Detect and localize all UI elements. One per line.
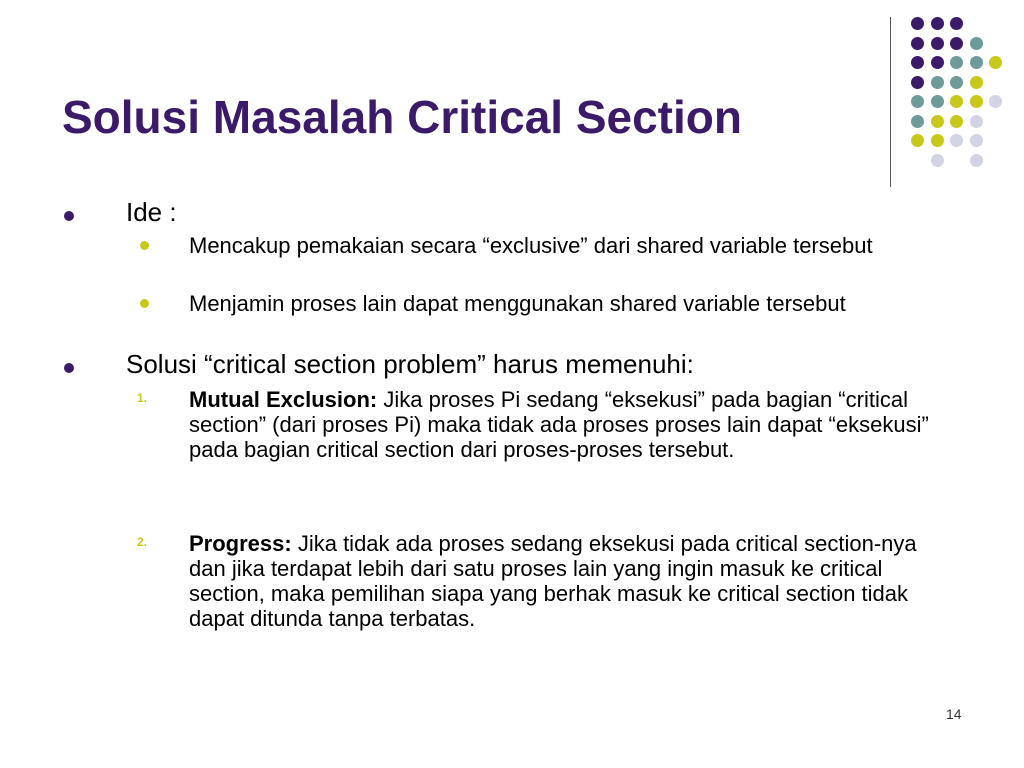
item-label: Mutual Exclusion: bbox=[189, 387, 378, 412]
slide-title: Solusi Masalah Critical Section bbox=[62, 91, 742, 143]
item-number: 2. bbox=[137, 535, 148, 549]
sub-bullet-marker bbox=[140, 241, 149, 250]
bullet-text: Solusi “critical section problem” harus memenuhi: bbox=[126, 349, 694, 379]
bullet-text: Ide : bbox=[126, 197, 177, 227]
item-number: 1. bbox=[137, 391, 148, 405]
bullet-marker bbox=[64, 363, 74, 373]
sub-bullet-text: Mencakup pemakaian secara “exclusive” dari shared variable tersebut bbox=[189, 233, 873, 258]
item-text bbox=[189, 387, 949, 462]
item-text bbox=[189, 531, 949, 631]
sub-bullet-marker bbox=[140, 299, 149, 308]
sub-bullet-text: Menjamin proses lain dapat menggunakan shared variable tersebut bbox=[189, 291, 846, 316]
item-body: Jika tidak ada proses sedang eksekusi pada critical section-nya dan jika terdapat lebih dari satu proses lain yang ingin masuk ke critical section, maka pemilihan siapa yang berhak masuk ke critical section tidak dapat ditunda tanpa terbatas. bbox=[189, 531, 917, 631]
bullet-marker bbox=[64, 211, 74, 221]
item-body: Jika proses Pi sedang “eksekusi” pada bagian “critical section” (dari proses Pi) maka tidak ada proses proses lain dapat “eksekusi” pada bagian critical section dari proses-proses tersebut. bbox=[189, 387, 929, 462]
item-label: Progress: bbox=[189, 531, 292, 556]
slide-number: 14 bbox=[946, 706, 962, 722]
